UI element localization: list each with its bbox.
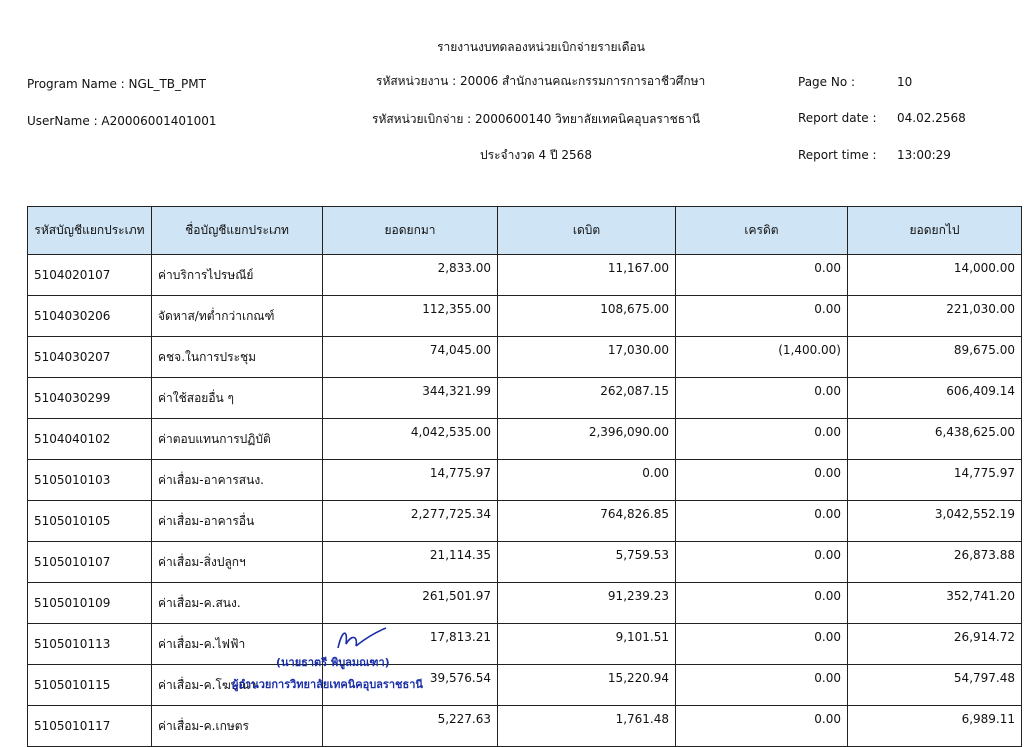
cell-account-name: ค่าเสื่อม-ค.โฆษณา: [152, 665, 323, 706]
report-time-label: Report time :: [798, 148, 877, 162]
cell-closing-balance: 89,675.00: [848, 337, 1022, 378]
cell-account-code: 5105010105: [28, 501, 152, 542]
report-date-label: Report date :: [798, 111, 877, 125]
cell-account-code: 5105010117: [28, 706, 152, 747]
cell-debit: 9,101.51: [498, 624, 676, 665]
table-row: [28, 419, 1022, 460]
table-row: [28, 542, 1022, 583]
cell-closing-balance: 26,914.72: [848, 624, 1022, 665]
cell-debit: 17,030.00: [498, 337, 676, 378]
cell-debit: 262,087.15: [498, 378, 676, 419]
col-header-credit: เครดิต: [676, 207, 848, 255]
cell-account-code: 5105010113: [28, 624, 152, 665]
cell-opening-balance: 21,114.35: [323, 542, 498, 583]
cell-opening-balance: 344,321.99: [323, 378, 498, 419]
cell-opening-balance: 74,045.00: [323, 337, 498, 378]
period-line: ประจำงวด 4 ปี 2568: [480, 148, 592, 162]
col-header-opening-balance: ยอดยกมา: [323, 207, 498, 255]
cell-closing-balance: 54,797.48: [848, 665, 1022, 706]
cell-account-code: 5105010115: [28, 665, 152, 706]
cell-credit: 0.00: [676, 255, 848, 296]
cell-debit: 5,759.53: [498, 542, 676, 583]
cell-credit: 0.00: [676, 501, 848, 542]
table-row: [28, 706, 1022, 747]
cell-closing-balance: 3,042,552.19: [848, 501, 1022, 542]
col-header-account-code: รหัสบัญชีแยกประเภท: [28, 207, 152, 255]
signatory-name: (นายธาตรี พิบูลมณฑา): [276, 656, 390, 669]
cell-account-code: 5105010107: [28, 542, 152, 583]
program-name: Program Name : NGL_TB_PMT: [27, 77, 206, 91]
cell-account-code: 5104030299: [28, 378, 152, 419]
cell-closing-balance: 6,438,625.00: [848, 419, 1022, 460]
table-row: [28, 296, 1022, 337]
report-title: รายงานงบทดลองหน่วยเบิกจ่ายรายเดือน: [437, 40, 645, 54]
cell-debit: 15,220.94: [498, 665, 676, 706]
cell-closing-balance: 14,000.00: [848, 255, 1022, 296]
cell-account-name: ค่าเสื่อม-อาคารอื่น: [152, 501, 323, 542]
cell-opening-balance: 17,813.21: [323, 624, 498, 665]
cell-credit: (1,400.00): [676, 337, 848, 378]
cell-credit: 0.00: [676, 378, 848, 419]
col-header-closing-balance: ยอดยกไป: [848, 207, 1022, 255]
cell-opening-balance: 5,227.63: [323, 706, 498, 747]
cell-debit: 0.00: [498, 460, 676, 501]
cell-credit: 0.00: [676, 665, 848, 706]
cell-credit: 0.00: [676, 706, 848, 747]
cell-closing-balance: 221,030.00: [848, 296, 1022, 337]
col-header-debit: เดบิต: [498, 207, 676, 255]
cell-closing-balance: 6,989.11: [848, 706, 1022, 747]
cell-closing-balance: 606,409.14: [848, 378, 1022, 419]
signature-mark: [330, 624, 390, 654]
cell-account-name: ค่าบริการไปรษณีย์: [152, 255, 323, 296]
cell-opening-balance: 261,501.97: [323, 583, 498, 624]
cell-account-name: ค่าตอบแทนการปฏิบัติ: [152, 419, 323, 460]
cell-debit: 91,239.23: [498, 583, 676, 624]
user-name: UserName : A20006001401001: [27, 114, 217, 128]
table-row: [28, 255, 1022, 296]
cell-account-code: 5105010103: [28, 460, 152, 501]
cell-account-name: คชจ.ในการประชุม: [152, 337, 323, 378]
cell-account-name: ค่าเสื่อม-ค.สนง.: [152, 583, 323, 624]
cell-opening-balance: 112,355.00: [323, 296, 498, 337]
cell-account-name: ค่าใช้สอยอื่น ๆ: [152, 378, 323, 419]
disbursing-unit-line: รหัสหน่วยเบิกจ่าย : 2000600140 วิทยาลัยเทคนิคอุบลราชธานี: [372, 112, 701, 126]
signatory-position: ผู้อำนวยการวิทยาลัยเทคนิคอุบลราชธานี: [232, 678, 423, 691]
cell-credit: 0.00: [676, 624, 848, 665]
cell-credit: 0.00: [676, 460, 848, 501]
cell-debit: 11,167.00: [498, 255, 676, 296]
cell-credit: 0.00: [676, 583, 848, 624]
cell-account-name: ค่าเสื่อม-ค.เกษตร: [152, 706, 323, 747]
report-date-value: 04.02.2568: [897, 111, 966, 125]
cell-opening-balance: 2,277,725.34: [323, 501, 498, 542]
cell-debit: 1,761.48: [498, 706, 676, 747]
table-row: [28, 337, 1022, 378]
cell-account-name: ค่าเสื่อม-อาคารสนง.: [152, 460, 323, 501]
cell-debit: 108,675.00: [498, 296, 676, 337]
cell-closing-balance: 14,775.97: [848, 460, 1022, 501]
cell-account-name: จัดหาส/ทต่ำกว่าเกณฑ์: [152, 296, 323, 337]
cell-account-name: ค่าเสื่อม-ค.ไฟฟ้า: [152, 624, 323, 665]
cell-credit: 0.00: [676, 296, 848, 337]
page-value: 10: [897, 75, 913, 89]
report-time-value: 13:00:29: [897, 148, 951, 162]
table-row: [28, 460, 1022, 501]
cell-debit: 2,396,090.00: [498, 419, 676, 460]
cell-credit: 0.00: [676, 542, 848, 583]
cell-account-code: 5104030207: [28, 337, 152, 378]
page-label: Page No :: [798, 75, 856, 89]
cell-opening-balance: 2,833.00: [323, 255, 498, 296]
cell-debit: 764,826.85: [498, 501, 676, 542]
cell-opening-balance: 14,775.97: [323, 460, 498, 501]
cell-account-code: 5104020107: [28, 255, 152, 296]
trial-balance-table: [27, 206, 1022, 747]
cell-account-code: 5104040102: [28, 419, 152, 460]
table-row: [28, 501, 1022, 542]
table-row: [28, 624, 1022, 665]
cell-credit: 0.00: [676, 419, 848, 460]
agency-line: รหัสหน่วยงาน : 20006 สำนักงานคณะกรรมการการอาชีวศึกษา: [376, 74, 706, 88]
cell-opening-balance: 4,042,535.00: [323, 419, 498, 460]
col-header-account-name: ชื่อบัญชีแยกประเภท: [152, 207, 323, 255]
table-row: [28, 583, 1022, 624]
cell-closing-balance: 26,873.88: [848, 542, 1022, 583]
cell-opening-balance: 39,576.54: [323, 665, 498, 706]
table-header-row: [28, 207, 1022, 255]
table-row: [28, 378, 1022, 419]
cell-closing-balance: 352,741.20: [848, 583, 1022, 624]
table-row: [28, 665, 1022, 706]
cell-account-code: 5105010109: [28, 583, 152, 624]
cell-account-code: 5104030206: [28, 296, 152, 337]
cell-account-name: ค่าเสื่อม-สิ่งปลูกฯ: [152, 542, 323, 583]
